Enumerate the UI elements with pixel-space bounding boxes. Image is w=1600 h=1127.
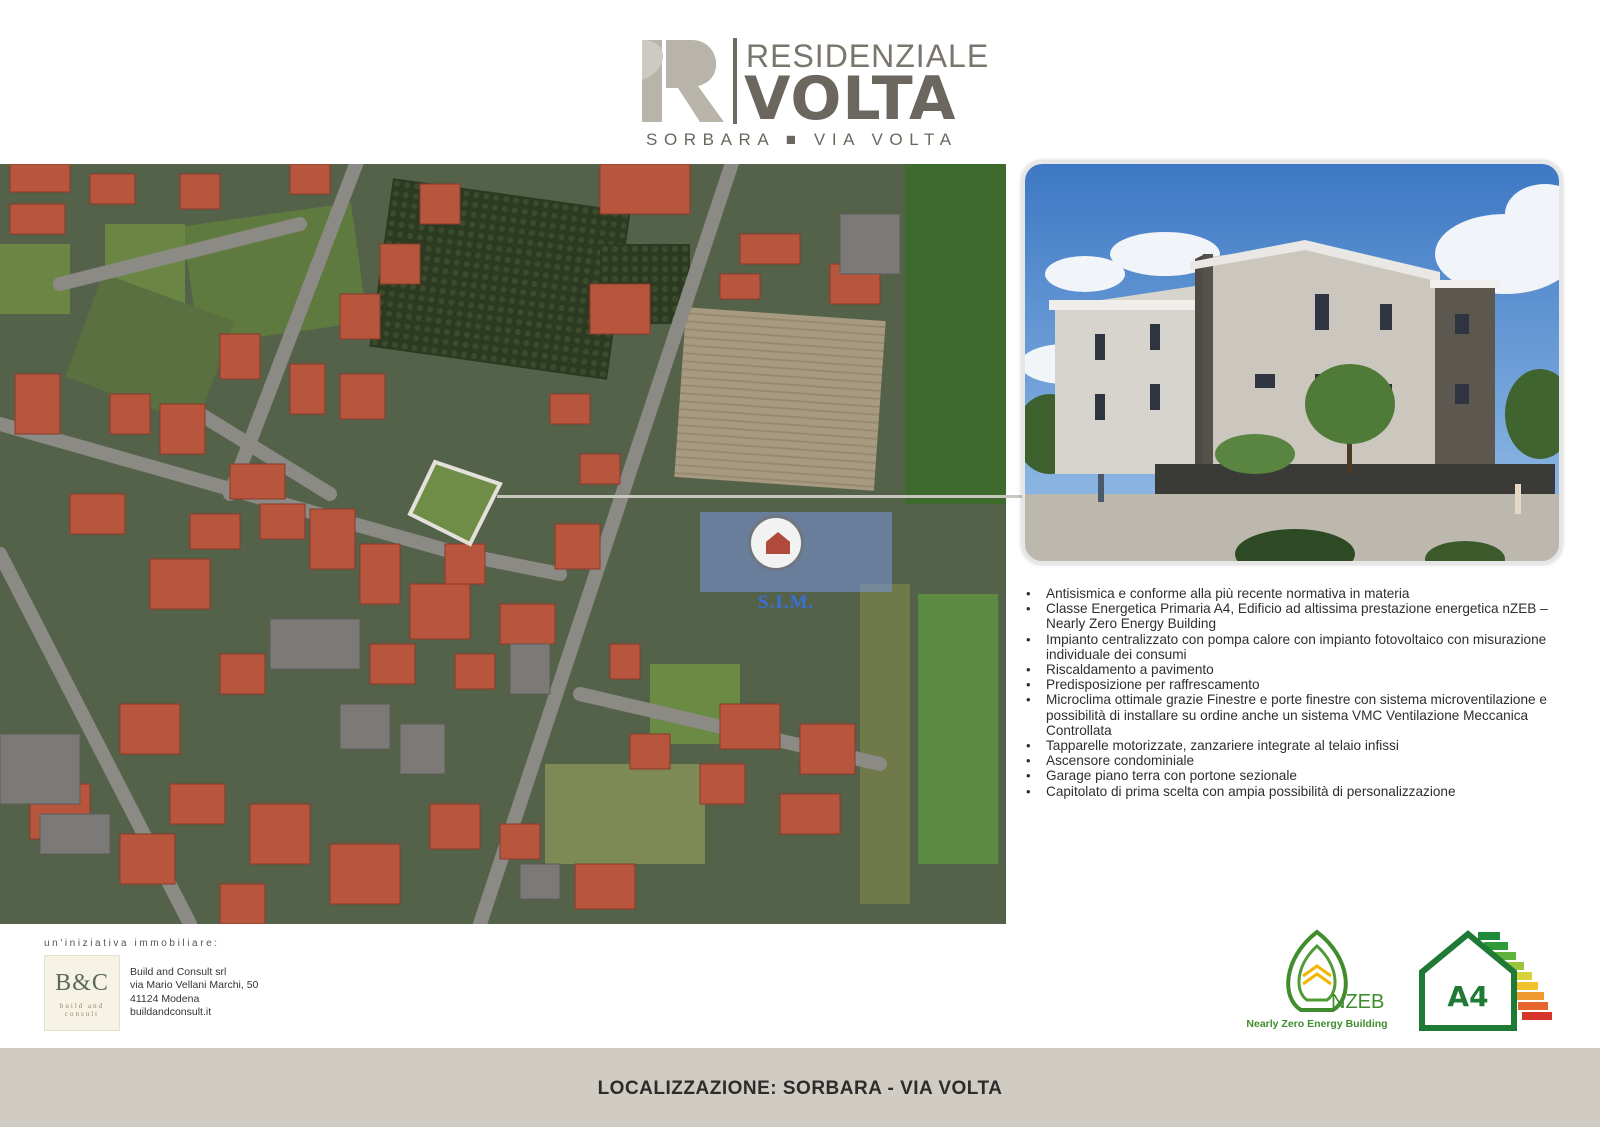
developer-logo-text: B&C xyxy=(55,970,109,996)
developer-intro: un'iniziativa immobiliare: xyxy=(44,938,220,949)
logo-line2: VOLTA xyxy=(744,64,957,134)
nzeb-badge xyxy=(1243,928,1391,1033)
developer-logo xyxy=(44,955,120,1031)
building-rendering xyxy=(1022,161,1562,564)
feature-item: • Impianto centralizzato con pompa calore con impianto fotovoltaico con misurazione individuale dei consumi xyxy=(1024,632,1570,662)
feature-item: • Antisismica e conforme alla più recente normativa in materia xyxy=(1024,586,1570,601)
feature-item: • Ascensore condominiale xyxy=(1024,753,1570,768)
feature-item: • Predisposizione per raffrescamento xyxy=(1024,677,1570,692)
energy-class-badge xyxy=(1418,928,1568,1032)
developer-name: Build and Consult srl xyxy=(130,966,227,978)
feature-item: • Microclima ottimale grazie Finestre e porte finestre con sistema microventilazione e possibilità di installare su ordine anche un sistema VMC Ventilazione Meccanica Controllata xyxy=(1024,692,1570,738)
footer-bar xyxy=(0,1048,1600,1127)
developer-address-block xyxy=(130,966,258,1020)
agency-logo-icon xyxy=(748,515,804,571)
logo-divider xyxy=(733,38,737,124)
logo-line1: RESIDENZIALE xyxy=(746,38,990,74)
plot-connector-line xyxy=(497,495,1024,498)
nzeb-leaf-icon xyxy=(1243,928,1391,1020)
r-leaf-logo-icon xyxy=(640,40,732,122)
project-logo xyxy=(640,38,990,158)
agency-name: S.I.M. xyxy=(758,592,815,613)
agency-watermark xyxy=(700,512,892,613)
developer-website: buildandconsult.it xyxy=(130,1006,212,1019)
nzeb-label: NZEB xyxy=(1331,991,1385,1013)
feature-item: • Tapparelle motorizzate, zanzariere integrate al telaio infissi xyxy=(1024,738,1570,753)
nzeb-caption: Nearly Zero Energy Building xyxy=(1246,1018,1388,1030)
energy-class-value: A4 xyxy=(1447,980,1489,1013)
house-icon xyxy=(766,532,790,554)
feature-item: • Capitolato di prima scelta con ampia possibilità di personalizzazione xyxy=(1024,784,1570,799)
developer-logo-subtext: build and consult xyxy=(59,1002,105,1018)
features-list xyxy=(1024,586,1570,799)
feature-item: • Riscaldamento a pavimento xyxy=(1024,662,1570,677)
location-label: LOCALIZZAZIONE: SORBARA - VIA VOLTA xyxy=(597,1078,1003,1099)
feature-item: • Garage piano terra con portone sezionale xyxy=(1024,768,1570,783)
feature-item: • Classe Energetica Primaria A4, Edificio ad altissima prestazione energetica nZEB – Nearly Zero Energy Building xyxy=(1024,601,1570,631)
developer-city: 41124 Modena xyxy=(130,992,200,1005)
logo-subtitle: SORBARA ■ VIA VOLTA xyxy=(646,130,958,149)
developer-address: via Mario Vellani Marchi, 50 xyxy=(130,979,259,992)
